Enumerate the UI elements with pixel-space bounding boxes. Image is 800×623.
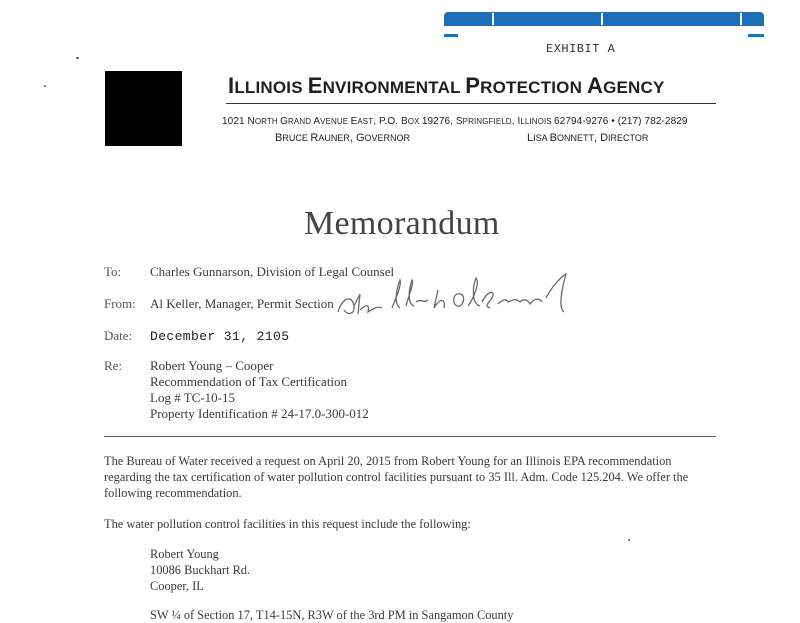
re-line: Robert Young – Cooper	[150, 358, 274, 373]
re-line: Recommendation of Tax Certification	[150, 374, 348, 389]
memo-title: Memorandum	[304, 205, 500, 242]
from-value: Al Keller, Manager, Permit Section	[150, 296, 334, 311]
governor-name: BRUCE RAUNER, GOVERNOR	[275, 132, 411, 144]
tab-foot-right	[748, 34, 764, 37]
tab-foot-left	[444, 34, 458, 37]
date-value: December 31, 2105	[150, 329, 290, 344]
agency-address: 1021 NORTH GRAND AVENUE EAST, P.O. BOX 19276, SPRINGFIELD, ILLINOIS 62794-9276 • (217) 782-2829	[222, 116, 688, 127]
to-label: To:	[104, 264, 122, 279]
facility-address-line: 10086 Buckhart Rd.	[150, 563, 251, 577]
scan-speck	[76, 57, 79, 59]
date-label: Date:	[104, 328, 133, 343]
facility-address-line: Robert Young	[150, 547, 219, 561]
scan-speck	[628, 539, 630, 541]
re-label: Re:	[104, 358, 123, 373]
director-name: LISA BONNETT, DIRECTOR	[527, 132, 649, 144]
from-label: From:	[104, 296, 136, 311]
tab-divider	[601, 13, 603, 25]
re-line: Property Identification # 24-17.0-300-012	[150, 406, 369, 421]
header-divider	[104, 436, 716, 437]
exhibit-label: EXHIBIT A	[546, 42, 616, 56]
tab-divider	[740, 13, 742, 25]
body-paragraph-2: The water pollution control facilities in this request include the following:	[104, 517, 471, 531]
facility-location-line: SW ¼ of Section 17, T14-15N, R3W of the 3rd PM in Sangamon County	[150, 608, 514, 622]
letterhead-rule	[226, 103, 716, 104]
tab-divider	[492, 13, 494, 25]
body-paragraph-1: The Bureau of Water received a request on April 20, 2015 from Robert Young for an Illinois EPA recommendation regarding the tax certification of water pollution control facilities pursuant to 35 Ill. Adm. Code 125.204. We offer the following recommendation.	[104, 454, 689, 500]
re-line: Log # TC-10-15	[150, 390, 235, 405]
handwritten-signature	[330, 268, 590, 328]
agency-title: ILLINOIS ENVIRONMENTAL PROTECTION AGENCY	[228, 73, 665, 98]
scan-speck	[44, 85, 46, 87]
facility-address-line: Cooper, IL	[150, 579, 204, 593]
redacted-logo	[105, 71, 182, 146]
to-value: Charles Gunnarson, Division of Legal Counsel	[150, 264, 395, 279]
exhibit-tab-bar	[444, 12, 764, 26]
